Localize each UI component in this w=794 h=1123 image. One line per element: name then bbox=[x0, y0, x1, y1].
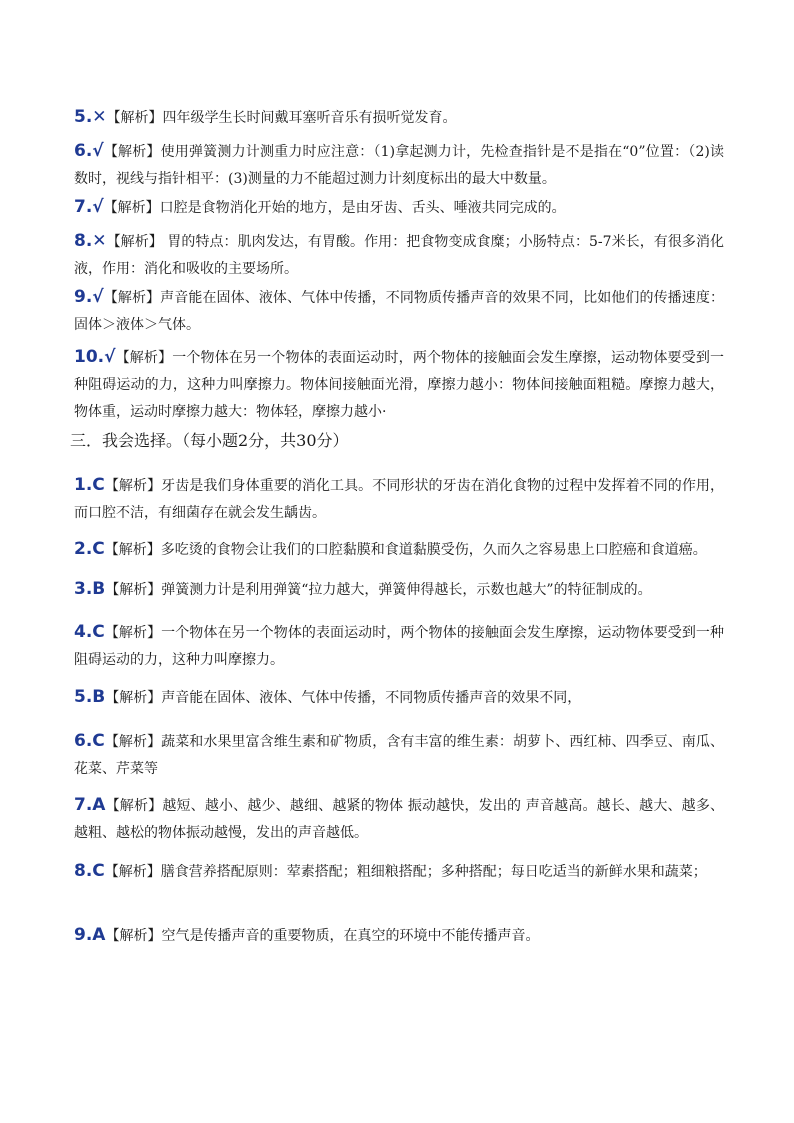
item-number: 2. bbox=[74, 539, 93, 559]
item-number: 6. bbox=[74, 141, 93, 161]
answer-letter: B bbox=[92, 687, 106, 707]
item-number: 7. bbox=[74, 197, 93, 217]
cross-icon: ✕ bbox=[92, 107, 107, 127]
analysis-text: 一个物体在另一个物体的表面运动时，两个物体的接触面会发生摩擦，运动物体要受到一种阻碍运动的力，这种力叫摩擦力。 bbox=[74, 625, 725, 668]
analysis-text: 膳食营养搭配原则：荤素搭配；粗细粮搭配；多种搭配；每日吃适当的新鲜水果和蔬菜； bbox=[160, 864, 707, 880]
analysis-text: 声音能在固体、液体、气体中传播，不同物质传播声音的效果不同， bbox=[161, 690, 582, 706]
analysis-tag: 【解析】 bbox=[104, 625, 162, 641]
item-number: 4. bbox=[74, 622, 93, 642]
analysis-tag: 【解析】 bbox=[103, 200, 160, 216]
answer-letter: C bbox=[92, 861, 105, 881]
analysis-tag: 【解析】 bbox=[106, 110, 163, 126]
analysis-text: 越短、越小、越少、越细、越紧的物体 振动越快，发出的 声音越高。越长、越大、越多、越粗、越松的物体振动越慢，发出的声音越低。 bbox=[74, 798, 725, 841]
item-number: 3. bbox=[74, 579, 93, 599]
item-number: 5. bbox=[74, 107, 93, 127]
item-number: 5. bbox=[74, 687, 93, 707]
analysis-tag: 【解析】 bbox=[104, 478, 162, 494]
analysis-text: 四年级学生长时间戴耳塞听音乐有损听觉发育。 bbox=[162, 110, 457, 126]
answer-letter: A bbox=[92, 925, 106, 945]
answer-item-2-6 bbox=[74, 138, 724, 193]
item-number: 1. bbox=[74, 475, 93, 495]
analysis-tag: 【解析】 bbox=[103, 144, 161, 160]
analysis-tag: 【解析】 bbox=[104, 734, 162, 750]
check-icon: √ bbox=[104, 347, 116, 367]
analysis-tag: 【解析】 bbox=[106, 234, 163, 250]
answer-item-3-9 bbox=[74, 922, 724, 950]
analysis-text: 多吃烫的食物会让我们的口腔黏膜和食道黏膜受伤，久而久之容易患上口腔癌和食道癌。 bbox=[160, 542, 707, 558]
analysis-text: 胃的特点：肌肉发达，有胃酸。作用：把食物变成食糜；小肠特点：5-7米长，有很多消化液，作用：消化和吸收的主要场所。 bbox=[74, 234, 724, 277]
analysis-text: 声音能在固体、液体、气体中传播，不同物质传播声音的效果不同，比如他们的传播速度：固体＞液体＞气体。 bbox=[74, 290, 725, 333]
analysis-text: 蔬菜和水果里富含维生素和矿物质，含有丰富的维生素：胡萝卜、西红柿、四季豆、南瓜、花菜、芹菜等 bbox=[74, 734, 725, 777]
check-icon: √ bbox=[92, 197, 104, 217]
cross-icon: ✕ bbox=[92, 231, 107, 251]
answer-item-3-4 bbox=[74, 619, 724, 674]
answer-letter: C bbox=[92, 539, 105, 559]
answer-item-2-7 bbox=[74, 194, 724, 222]
check-icon: √ bbox=[92, 287, 104, 307]
answer-item-3-8 bbox=[74, 858, 724, 886]
analysis-tag: 【解析】 bbox=[105, 582, 162, 598]
analysis-text: 口腔是食物消化开始的地方，是由牙齿、舌头、唾液共同完成的。 bbox=[159, 200, 566, 216]
answer-letter: C bbox=[92, 622, 105, 642]
answer-item-3-6 bbox=[74, 728, 724, 783]
answer-letter: B bbox=[92, 579, 106, 599]
answer-item-3-2 bbox=[74, 536, 724, 564]
item-number: 6. bbox=[74, 731, 93, 751]
analysis-tag: 【解析】 bbox=[105, 798, 163, 814]
analysis-tag: 【解析】 bbox=[115, 350, 173, 366]
answer-item-2-9 bbox=[74, 284, 724, 339]
analysis-text: 空气是传播声音的重要物质，在真空的环境中不能传播声音。 bbox=[161, 928, 540, 944]
item-number: 7. bbox=[74, 795, 93, 815]
item-number: 8. bbox=[74, 231, 93, 251]
analysis-tag: 【解析】 bbox=[105, 928, 162, 944]
answer-item-3-5 bbox=[74, 684, 724, 712]
answer-item-3-1 bbox=[74, 472, 724, 527]
item-number: 9. bbox=[74, 287, 93, 307]
item-number: 9. bbox=[74, 925, 93, 945]
answer-letter: C bbox=[92, 475, 105, 495]
answer-item-2-10 bbox=[74, 344, 724, 426]
answer-item-2-8 bbox=[74, 228, 724, 283]
answer-letter: A bbox=[92, 795, 106, 815]
analysis-text: 一个物体在另一个物体的表面运动时，两个物体的接触面会发生摩擦，运动物体要受到一种阻碍运动的力，这种力叫摩擦力。物体间接触面光滑，摩擦力越小：物体间接触面粗糙。摩擦力越大，物体重，运动时摩擦力越大：物体轻，摩擦力越小· bbox=[74, 350, 725, 420]
analysis-text: 弹簧测力计是利用弹簧“拉力越大，弹簧伸得越长，示数也越大”的特征制成的。 bbox=[161, 582, 652, 598]
analysis-tag: 【解析】 bbox=[104, 864, 161, 880]
section-heading: 三．我会选择。（每小题2分，共30分） bbox=[70, 431, 349, 450]
item-number: 10. bbox=[74, 347, 105, 367]
analysis-text: 牙齿是我们身体重要的消化工具。不同形状的牙齿在消化食物的过程中发挥着不同的作用，而口腔不洁，有细菌存在就会发生龋齿。 bbox=[74, 478, 725, 521]
analysis-tag: 【解析】 bbox=[104, 542, 161, 558]
check-icon: √ bbox=[92, 141, 104, 161]
analysis-text: 使用弹簧测力计测重力时应注意：（1)拿起测力计，先检查指针是不是指在“0”位置：（2)读数时，视线与指针相平：(3)测量的力不能超过测力计刻度标出的最大中数量。 bbox=[74, 144, 725, 187]
answer-item-2-5 bbox=[74, 104, 724, 132]
item-number: 8. bbox=[74, 861, 93, 881]
analysis-tag: 【解析】 bbox=[105, 690, 162, 706]
answer-item-3-7 bbox=[74, 792, 724, 847]
answer-letter: C bbox=[92, 731, 105, 751]
answer-item-3-3 bbox=[74, 576, 724, 604]
analysis-tag: 【解析】 bbox=[103, 290, 161, 306]
